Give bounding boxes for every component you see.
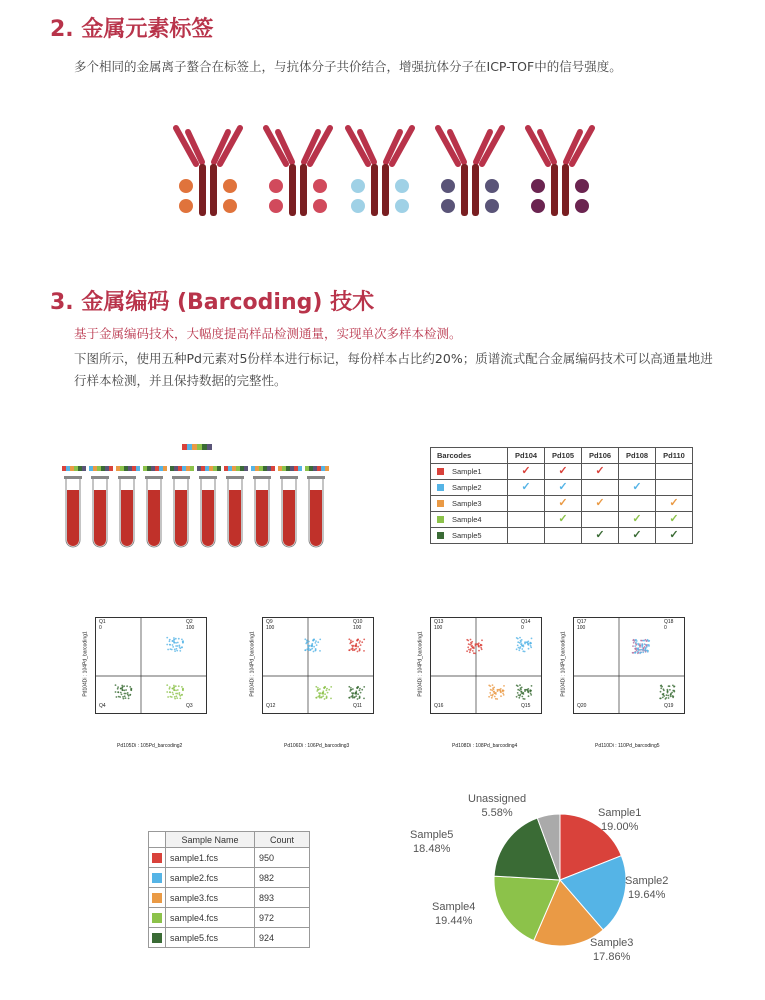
quadrant-name: Q18 xyxy=(664,619,674,625)
pie-label xyxy=(590,936,633,964)
sample-color-swatch xyxy=(152,873,162,883)
quadrant-percent: 100 xyxy=(434,625,443,631)
quadrant-name: Q1 xyxy=(99,619,106,625)
antibody-icon xyxy=(266,128,330,216)
x-axis-label: Pd106Di : 106Pd_barcoding3 xyxy=(284,743,350,749)
y-axis-label: Pd104Di : 104Pd_barcoding1 xyxy=(560,631,567,697)
quadrant-label xyxy=(434,703,443,709)
barcode-header-cell: Pd104 xyxy=(508,448,545,464)
sample-file-name: sample4.fcs xyxy=(166,908,255,928)
count-header-cell: Sample Name xyxy=(166,832,255,848)
quadrant-name: Q12 xyxy=(266,703,276,709)
quadrant-name: Q15 xyxy=(521,703,531,709)
sample-tube xyxy=(143,466,167,547)
barcode-header-cell: Pd108 xyxy=(619,448,656,464)
sample-color-swatch xyxy=(437,516,444,523)
sample-color-swatch xyxy=(437,468,444,475)
pie-label-name: Sample4 xyxy=(432,901,476,913)
check-icon: ✓ xyxy=(521,481,531,493)
barcode-header-cell: Barcodes xyxy=(431,448,508,464)
count-row xyxy=(149,888,310,908)
section2-title: 2. 金属元素标签 xyxy=(50,17,214,42)
barcode-table-container xyxy=(430,447,693,544)
antibody-icon xyxy=(348,128,412,216)
pie-label-percent: 5.58% xyxy=(481,807,513,819)
quadrant-name: Q10 xyxy=(353,619,363,625)
barcode-row xyxy=(431,480,693,496)
pie-label xyxy=(410,828,453,856)
count-row xyxy=(149,848,310,868)
barcode-row xyxy=(431,528,693,544)
sample-color-swatch xyxy=(152,913,162,923)
sample-tube xyxy=(197,466,221,547)
quadrant-label xyxy=(434,619,443,631)
check-icon: ✓ xyxy=(632,513,642,525)
quadrant-label xyxy=(353,619,362,631)
sample-color-swatch xyxy=(437,532,444,539)
sample-file-name: sample5.fcs xyxy=(166,928,255,948)
count-row xyxy=(149,908,310,928)
quadrant-name: Q11 xyxy=(353,703,363,709)
sample-color-swatch xyxy=(437,500,444,507)
sample-tube xyxy=(251,466,275,547)
count-row xyxy=(149,928,310,948)
quadrant-percent: 0 xyxy=(521,625,524,631)
sample-tube xyxy=(62,466,86,547)
quadrant-name: Q2 xyxy=(186,619,193,625)
check-icon: ✓ xyxy=(669,513,679,525)
sample-color-swatch xyxy=(437,484,444,491)
pie-label-name: Sample3 xyxy=(590,937,634,949)
check-icon: ✓ xyxy=(558,465,568,477)
sample-file-name: sample2.fcs xyxy=(166,868,255,888)
quadrant-percent: 0 xyxy=(664,625,667,631)
section3-description: 下图所示，使用五种Pd元素对5份样本进行标记，每份样本占比约20%；质谱流式配合金属编码技术可以高通量地进行样本检测，并且保持数据的完整性。 xyxy=(74,351,713,388)
quadrant-label xyxy=(521,703,530,709)
sample-tube xyxy=(89,466,113,547)
quadrant-name: Q16 xyxy=(434,703,444,709)
pooled-barcode xyxy=(182,444,212,450)
barcode-table xyxy=(430,447,693,544)
sample-tube xyxy=(278,466,302,547)
barcode-header-cell: Pd110 xyxy=(656,448,693,464)
check-icon: ✓ xyxy=(521,465,531,477)
quadrant-name: Q9 xyxy=(266,619,273,625)
x-axis-label: Pd108Di : 108Pd_barcoding4 xyxy=(452,743,518,749)
count-table-container xyxy=(148,831,310,948)
pie-label xyxy=(598,806,641,834)
quadrant-name: Q19 xyxy=(664,703,674,709)
y-axis-label: Pd104Di : 104Pd_barcoding1 xyxy=(82,631,89,697)
sample-label: Sample1 xyxy=(452,467,482,476)
quadrant-name: Q20 xyxy=(577,703,587,709)
y-axis-label: Pd104Di : 104Pd_barcoding1 xyxy=(249,631,256,697)
sample-tube xyxy=(305,466,329,547)
sample-count: 982 xyxy=(255,868,310,888)
quadrant-percent: 100 xyxy=(266,625,275,631)
sample-tube xyxy=(170,466,194,547)
sample-count: 950 xyxy=(255,848,310,868)
check-icon: ✓ xyxy=(595,529,605,541)
quadrant-percent: 100 xyxy=(577,625,586,631)
quadrant-name: Q14 xyxy=(521,619,531,625)
x-axis-label: Pd105Di : 105Pd_barcoding2 xyxy=(117,743,183,749)
sample-label: Sample3 xyxy=(452,499,482,508)
sample-count: 924 xyxy=(255,928,310,948)
quadrant-name: Q4 xyxy=(99,703,106,709)
quadrant-label xyxy=(266,619,274,631)
quadrant-label xyxy=(186,703,193,709)
quadrant-percent: 100 xyxy=(353,625,362,631)
sample-color-swatch xyxy=(152,853,162,863)
barcode-row xyxy=(431,496,693,512)
sample-label: Sample5 xyxy=(452,531,482,540)
pie-label-percent: 17.86% xyxy=(593,951,631,963)
quadrant-label xyxy=(521,619,530,631)
sample-tube xyxy=(116,466,140,547)
pie-label xyxy=(432,900,475,928)
check-icon: ✓ xyxy=(632,481,642,493)
section3-highlight: 基于金属编码技术，大幅度提高样品检测通量，实现单次多样本检测。 xyxy=(74,326,462,341)
pie-label-percent: 19.00% xyxy=(601,821,639,833)
barcode-header-cell: Pd106 xyxy=(582,448,619,464)
check-icon: ✓ xyxy=(558,481,568,493)
barcode-row xyxy=(431,512,693,528)
barcode-row xyxy=(431,464,693,480)
pie-label-percent: 19.64% xyxy=(628,889,666,901)
check-icon: ✓ xyxy=(632,529,642,541)
quadrant-percent: 100 xyxy=(186,625,195,631)
check-icon: ✓ xyxy=(558,513,568,525)
antibody-icon xyxy=(528,128,592,216)
sample-label: Sample2 xyxy=(452,483,482,492)
barcode-header-cell: Pd105 xyxy=(545,448,582,464)
quadrant-label xyxy=(577,619,586,631)
check-icon: ✓ xyxy=(669,497,679,509)
antibody-icon xyxy=(176,128,240,216)
sample-color-swatch xyxy=(152,933,162,943)
pie-label xyxy=(625,874,668,902)
quadrant-label xyxy=(664,703,673,709)
sample-count: 972 xyxy=(255,908,310,928)
count-table xyxy=(148,831,310,948)
quadrant-label xyxy=(577,703,586,709)
sample-tube xyxy=(224,466,248,547)
pie-label xyxy=(468,792,526,820)
count-row xyxy=(149,868,310,888)
quadrant-label xyxy=(99,619,106,631)
quadrant-name: Q3 xyxy=(186,703,193,709)
x-axis-label: Pd110Di : 110Pd_barcoding5 xyxy=(595,743,660,749)
pie-label-name: Sample2 xyxy=(625,875,669,887)
sample-label: Sample4 xyxy=(452,515,482,524)
section3-title: 3. 金属编码 (Barcoding) 技术 xyxy=(50,290,375,315)
sample-file-name: sample1.fcs xyxy=(166,848,255,868)
quadrant-label xyxy=(186,619,194,631)
sample-count: 893 xyxy=(255,888,310,908)
quadrant-percent: 0 xyxy=(99,625,102,631)
check-icon: ✓ xyxy=(669,529,679,541)
sample-tubes-illustration xyxy=(58,440,348,555)
quadrant-label xyxy=(266,703,275,709)
pie-label-name: Unassigned xyxy=(468,793,527,805)
check-icon: ✓ xyxy=(558,497,568,509)
y-axis-label: Pd104Di : 104Pd_barcoding1 xyxy=(417,631,424,697)
count-header-cell: Count xyxy=(255,832,310,848)
sample-file-name: sample3.fcs xyxy=(166,888,255,908)
check-icon: ✓ xyxy=(595,497,605,509)
quadrant-label xyxy=(99,703,106,709)
pie-label-name: Sample1 xyxy=(598,807,642,819)
quadrant-name: Q17 xyxy=(577,619,587,625)
pie-label-percent: 18.48% xyxy=(413,843,451,855)
sample-color-swatch xyxy=(152,893,162,903)
section2-description: 多个相同的金属离子螯合在标签上，与抗体分子共价结合，增强抗体分子在ICP-TOF中的信号强度。 xyxy=(74,59,622,74)
quadrant-name: Q13 xyxy=(434,619,444,625)
quadrant-label xyxy=(353,703,362,709)
check-icon: ✓ xyxy=(595,465,605,477)
antibody-illustration xyxy=(150,120,610,225)
quadrant-label xyxy=(664,619,673,631)
pie-label-percent: 19.44% xyxy=(435,915,473,927)
antibody-icon xyxy=(438,128,502,216)
pie-label-name: Sample5 xyxy=(410,829,454,841)
